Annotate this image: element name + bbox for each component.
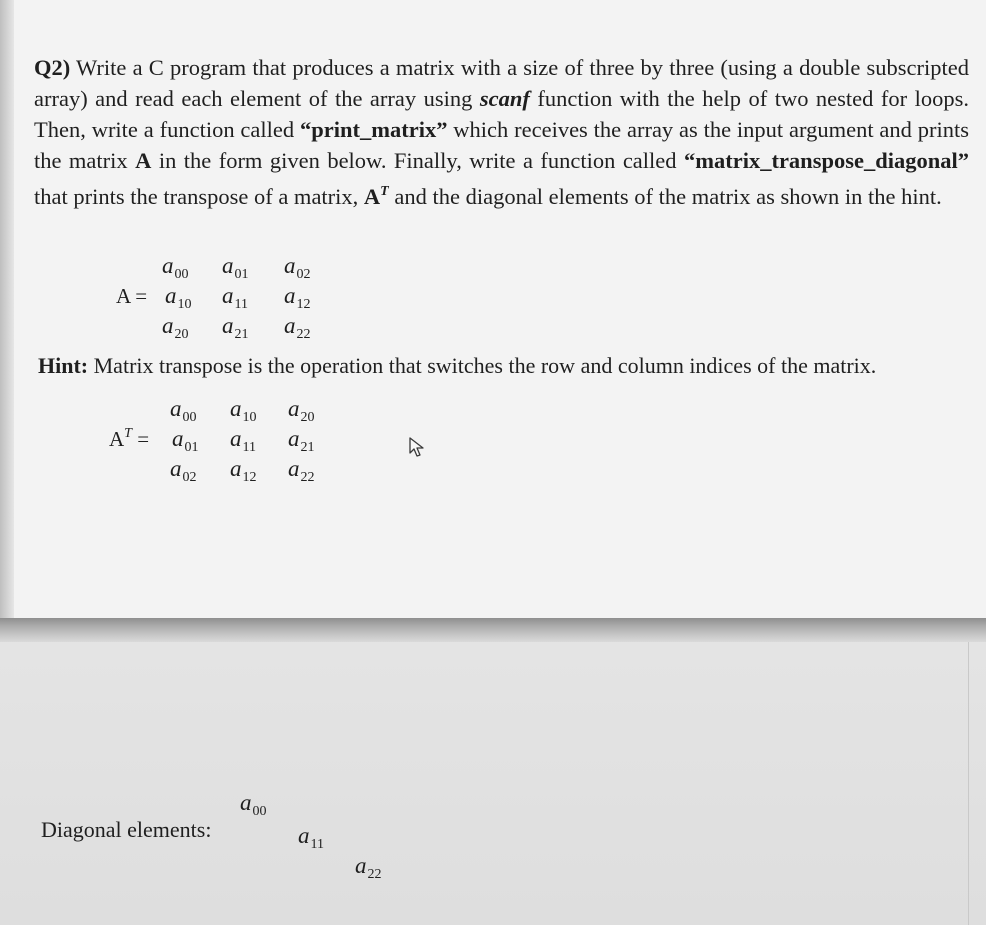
matrix-cell: $a_{00}$ <box>162 253 189 282</box>
matrix-name: A <box>135 148 152 173</box>
matrix-cell: $a_{11}$ <box>222 283 248 312</box>
matrix-cell: $a_{20}$ <box>288 396 315 425</box>
matrix-cell: $a_{21}$ <box>222 313 249 342</box>
matrix-transpose-label: $A^T$ = <box>109 426 150 451</box>
at-symbol: $A^T$ <box>363 184 389 209</box>
answer-area <box>0 642 986 925</box>
matrix-cell: $a_{22}$ <box>288 456 315 485</box>
mouse-pointer-icon <box>407 436 427 458</box>
matrix-cell: $a_{01}$ <box>222 253 249 282</box>
matrix-cell: $a_{11}$ <box>230 426 256 455</box>
hint-label: Hint: <box>38 353 89 378</box>
hint-text: Hint: Matrix transpose is the operation that switches the row and column indices of the matrix. <box>38 353 877 378</box>
scanf-term: scanf <box>479 86 530 111</box>
diagonal-item: $a_{00}$ <box>240 790 267 819</box>
matrix-cell: $a_{02}$ <box>284 253 311 282</box>
section-divider <box>0 618 986 642</box>
matrix-cell: $a_{02}$ <box>170 456 197 485</box>
diagonal-item: $a_{22}$ <box>355 853 382 882</box>
question-number: Q2) <box>34 55 71 80</box>
matrix-cell: $a_{21}$ <box>288 426 315 455</box>
matrix-cell: $a_{10}$ <box>230 396 257 425</box>
matrix-cell: $a_{12}$ <box>230 456 257 485</box>
matrix-cell: $a_{00}$ <box>170 396 197 425</box>
matrix-cell: $a_{22}$ <box>284 313 311 342</box>
matrix-cell: $a_{12}$ <box>284 283 311 312</box>
frame-line <box>968 642 969 925</box>
matrix-cell: $a_{10}$ <box>165 283 192 312</box>
print-matrix-name: “print_matrix” <box>299 117 448 142</box>
matrix-cell: $a_{20}$ <box>162 313 189 342</box>
question-text: Q2) Write a C program that produces a matrix with a size of three by three (using a double subscripted array) and read each element of the array using scanf function with the help of two nested for loops. Then, write a function called “print_matrix” which receives the array as the input argument and prints the matrix A in the form given below. Finally, write a function called “matrix_transpose_diagonal” that prints the transpose of a matrix, $A^T$ and the diagonal elements of the matrix as shown in the hint. <box>34 55 969 209</box>
matrix-cell: $a_{01}$ <box>172 426 199 455</box>
diagonal-item: $a_{11}$ <box>298 823 324 852</box>
question-page <box>14 0 986 620</box>
diagonal-label: Diagonal elements: <box>41 817 212 842</box>
matrix-a-label: A = <box>116 284 148 308</box>
transpose-fn-name: “matrix_transpose_diagonal” <box>683 148 969 173</box>
